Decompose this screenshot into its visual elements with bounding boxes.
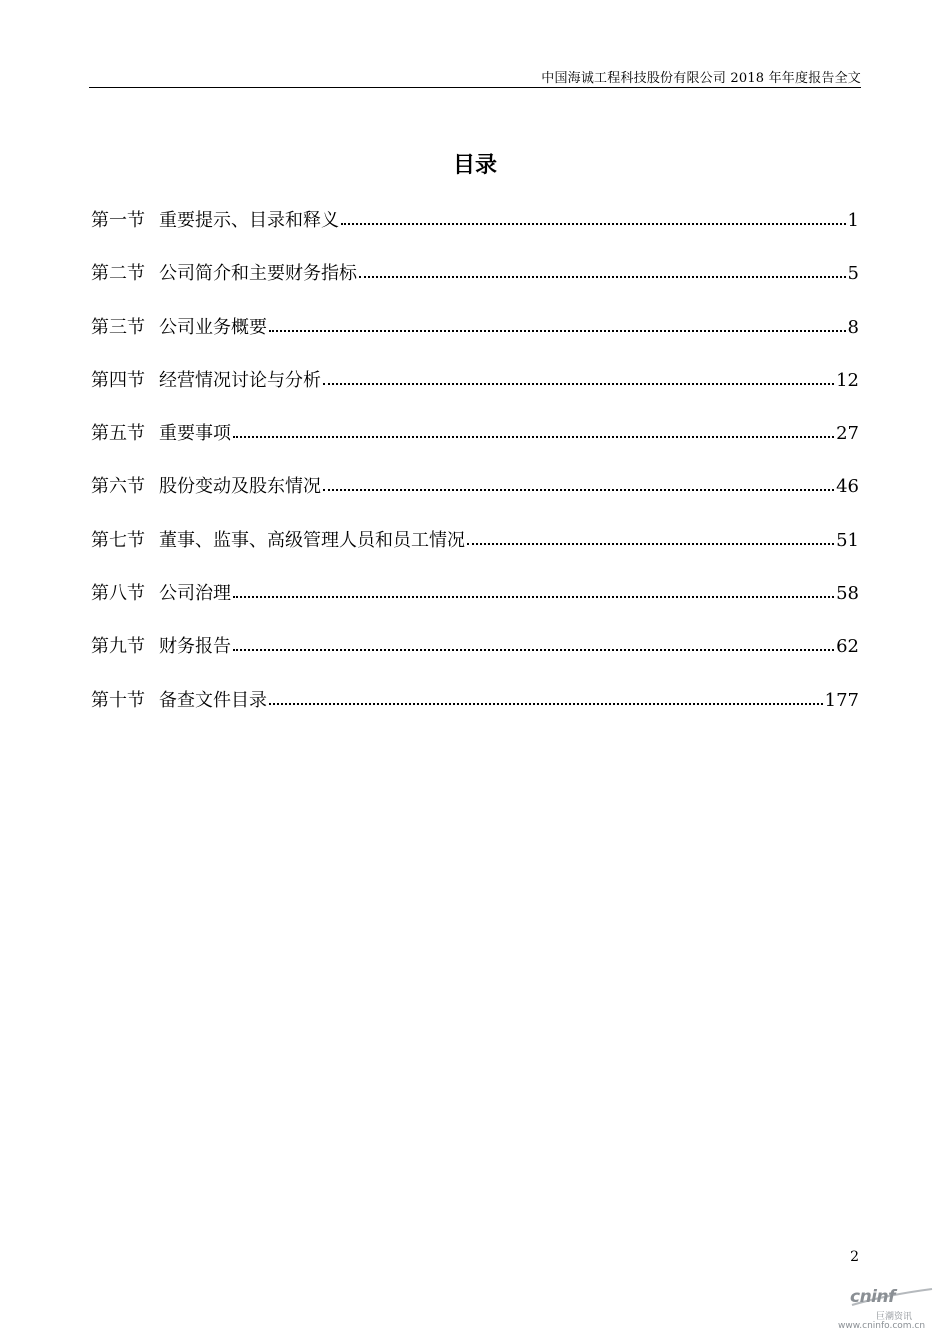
toc-dot-leader bbox=[233, 595, 834, 598]
toc-page-number: 5 bbox=[847, 263, 859, 285]
toc-page-number: 12 bbox=[836, 369, 859, 391]
toc-section-number: 第八节 bbox=[91, 583, 145, 605]
toc-entry[interactable] bbox=[91, 632, 859, 685]
toc-page-number: 46 bbox=[836, 476, 859, 498]
toc-dot-leader bbox=[323, 488, 834, 491]
toc-page-number: 27 bbox=[836, 423, 859, 445]
toc-dot-leader bbox=[467, 542, 834, 545]
toc-page-number: 177 bbox=[824, 689, 859, 711]
toc-page-number: 58 bbox=[836, 583, 859, 605]
logo-chinese-name: 巨潮资讯 bbox=[876, 1312, 913, 1322]
toc-section-name: 公司治理 bbox=[159, 583, 231, 605]
toc-entry[interactable] bbox=[91, 366, 859, 419]
toc-page-number: 1 bbox=[847, 210, 859, 231]
header-rule bbox=[89, 87, 861, 88]
toc-section-number: 第十节 bbox=[91, 689, 145, 711]
toc-dot-leader bbox=[359, 275, 846, 278]
toc-entry[interactable] bbox=[91, 472, 859, 525]
toc-section-number: 第六节 bbox=[91, 476, 145, 498]
toc-section-number: 第五节 bbox=[91, 423, 145, 445]
toc-title: 目录 bbox=[452, 152, 497, 178]
page-number: 2 bbox=[850, 1249, 859, 1265]
table-of-contents bbox=[91, 206, 859, 739]
toc-dot-leader bbox=[341, 222, 846, 225]
toc-section-name: 经营情况讨论与分析 bbox=[159, 369, 321, 391]
toc-entry[interactable] bbox=[91, 686, 859, 739]
toc-section-name: 财务报告 bbox=[159, 636, 231, 658]
logo-wordmark: cninf bbox=[850, 1287, 896, 1307]
logo-url: www.cninfo.com.cn bbox=[838, 1321, 926, 1331]
toc-section-name: 股份变动及股东情况 bbox=[159, 476, 321, 498]
toc-entry[interactable] bbox=[91, 259, 859, 312]
toc-section-number: 第二节 bbox=[91, 263, 145, 285]
cninfo-logo-icon bbox=[838, 1287, 936, 1335]
toc-section-name: 董事、监事、高级管理人员和员工情况 bbox=[159, 529, 465, 551]
toc-section-name: 备查文件目录 bbox=[159, 689, 267, 711]
toc-entry[interactable] bbox=[91, 313, 859, 366]
toc-dot-leader bbox=[323, 382, 834, 385]
running-header: 中国海诚工程科技股份有限公司 2018 年年度报告全文 bbox=[541, 71, 861, 86]
toc-dot-leader bbox=[233, 648, 834, 651]
toc-entry[interactable] bbox=[91, 419, 859, 472]
toc-dot-leader bbox=[269, 329, 846, 332]
toc-section-number: 第七节 bbox=[91, 529, 145, 551]
toc-section-number: 第一节 bbox=[91, 210, 145, 231]
toc-entry[interactable] bbox=[91, 526, 859, 579]
toc-page-number: 8 bbox=[847, 316, 859, 338]
toc-entry[interactable] bbox=[91, 206, 859, 259]
toc-section-name: 重要事项 bbox=[159, 423, 231, 445]
toc-section-number: 第三节 bbox=[91, 316, 145, 338]
toc-dot-leader bbox=[269, 702, 823, 705]
toc-section-number: 第九节 bbox=[91, 636, 145, 658]
toc-section-name: 公司简介和主要财务指标 bbox=[159, 263, 357, 285]
toc-section-number: 第四节 bbox=[91, 369, 145, 391]
toc-entry[interactable] bbox=[91, 579, 859, 632]
toc-dot-leader bbox=[233, 435, 834, 438]
toc-section-name: 重要提示、目录和释义 bbox=[159, 210, 339, 231]
toc-page-number: 51 bbox=[836, 529, 859, 551]
toc-page-number: 62 bbox=[836, 636, 859, 658]
toc-section-name: 公司业务概要 bbox=[159, 316, 267, 338]
